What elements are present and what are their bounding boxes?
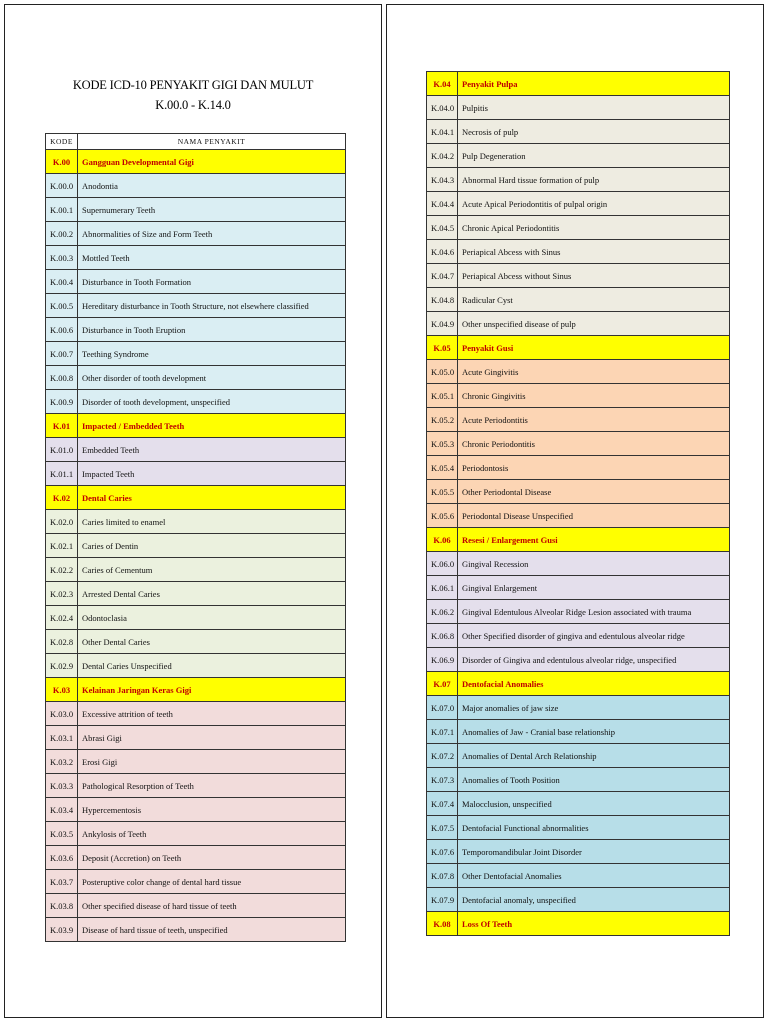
- disease-name-cell: Anodontia: [78, 174, 346, 198]
- disease-name-cell: Loss Of Teeth: [458, 912, 730, 936]
- table-body-right: [427, 72, 730, 936]
- icd-code-cell: K.02.1: [46, 534, 78, 558]
- icd-code-cell: K.06: [427, 528, 458, 552]
- table-row: [46, 222, 346, 246]
- table-row: [46, 438, 346, 462]
- icd-code-cell: K.00.4: [46, 270, 78, 294]
- table-row: [46, 246, 346, 270]
- table-row: [46, 174, 346, 198]
- icd-code-cell: K.04.6: [427, 240, 458, 264]
- icd-code-cell: K.07.0: [427, 696, 458, 720]
- icd-code-cell: K.02: [46, 486, 78, 510]
- disease-name-cell: Dental Caries: [78, 486, 346, 510]
- table-row: [427, 168, 730, 192]
- disease-name-cell: Acute Gingivitis: [458, 360, 730, 384]
- icd-code-cell: K.00.5: [46, 294, 78, 318]
- icd-code-cell: K.07.3: [427, 768, 458, 792]
- icd-code-cell: K.03.1: [46, 726, 78, 750]
- icd-code-cell: K.02.3: [46, 582, 78, 606]
- table-row: [46, 822, 346, 846]
- table-row: [427, 744, 730, 768]
- icd-code-cell: K.04.5: [427, 216, 458, 240]
- table-row: [46, 630, 346, 654]
- section-header-row: [427, 912, 730, 936]
- icd-code-cell: K.00.2: [46, 222, 78, 246]
- document-page-left: [4, 4, 382, 1018]
- disease-name-cell: Arrested Dental Caries: [78, 582, 346, 606]
- icd-code-cell: K.05.6: [427, 504, 458, 528]
- icd-code-cell: K.05.1: [427, 384, 458, 408]
- disease-name-cell: Posteruptive color change of dental hard tissue: [78, 870, 346, 894]
- table-row: [46, 846, 346, 870]
- table-row: [46, 894, 346, 918]
- title-line-2: K.00.0 - K.14.0: [155, 98, 231, 112]
- disease-name-cell: Periapical Abcess with Sinus: [458, 240, 730, 264]
- disease-name-cell: Gangguan Developmental Gigi: [78, 150, 346, 174]
- table-row: [427, 360, 730, 384]
- icd-code-cell: K.07.8: [427, 864, 458, 888]
- disease-name-cell: Chronic Periodontitis: [458, 432, 730, 456]
- icd-code-cell: K.00.3: [46, 246, 78, 270]
- disease-name-cell: Abnormalities of Size and Form Teeth: [78, 222, 346, 246]
- section-header-row: [427, 336, 730, 360]
- disease-name-cell: Other Dentofacial Anomalies: [458, 864, 730, 888]
- icd-code-cell: K.03.9: [46, 918, 78, 942]
- title-line-1: KODE ICD-10 PENYAKIT GIGI DAN MULUT: [72, 78, 314, 92]
- disease-name-cell: Gingival Edentulous Alveolar Ridge Lesion associated with trauma: [458, 600, 730, 624]
- table-row: [427, 768, 730, 792]
- disease-name-cell: Supernumerary Teeth: [78, 198, 346, 222]
- icd-code-cell: K.03.8: [46, 894, 78, 918]
- icd-code-cell: K.03.3: [46, 774, 78, 798]
- table-body-left: [46, 150, 346, 942]
- table-row: [46, 726, 346, 750]
- table-row: [427, 648, 730, 672]
- icd-code-cell: K.01: [46, 414, 78, 438]
- disease-name-cell: Ankylosis of Teeth: [78, 822, 346, 846]
- table-row: [427, 408, 730, 432]
- disease-name-cell: Kelainan Jaringan Keras Gigi: [78, 678, 346, 702]
- disease-name-cell: Acute Periodontitis: [458, 408, 730, 432]
- disease-name-cell: Pathological Resorption of Teeth: [78, 774, 346, 798]
- disease-name-cell: Other Periodontal Disease: [458, 480, 730, 504]
- icd-code-cell: K.07.6: [427, 840, 458, 864]
- section-header-row: [427, 672, 730, 696]
- table-row: [427, 240, 730, 264]
- table-row: [427, 96, 730, 120]
- table-row: [427, 312, 730, 336]
- table-row: [427, 720, 730, 744]
- section-header-row: [46, 486, 346, 510]
- icd-code-cell: K.04.4: [427, 192, 458, 216]
- icd-code-cell: K.05.3: [427, 432, 458, 456]
- disease-name-cell: Dentofacial Anomalies: [458, 672, 730, 696]
- document-title: [5, 75, 381, 115]
- section-header-row: [427, 72, 730, 96]
- table-row: [427, 120, 730, 144]
- icd-code-cell: K.07.2: [427, 744, 458, 768]
- icd-code-cell: K.06.0: [427, 552, 458, 576]
- disease-name-cell: Impacted Teeth: [78, 462, 346, 486]
- table-row: [46, 558, 346, 582]
- disease-name-cell: Acute Apical Periodontitis of pulpal origin: [458, 192, 730, 216]
- disease-name-cell: Abrasi Gigi: [78, 726, 346, 750]
- section-header-row: [427, 528, 730, 552]
- table-row: [427, 480, 730, 504]
- table-row: [427, 216, 730, 240]
- table-row: [427, 792, 730, 816]
- table-row: [46, 198, 346, 222]
- icd-code-cell: K.00.8: [46, 366, 78, 390]
- disease-name-cell: Gingival Recession: [458, 552, 730, 576]
- disease-name-cell: Abnormal Hard tissue formation of pulp: [458, 168, 730, 192]
- table-header-row: [46, 134, 346, 150]
- icd-code-cell: K.00.9: [46, 390, 78, 414]
- disease-name-cell: Dental Caries Unspecified: [78, 654, 346, 678]
- table-row: [46, 702, 346, 726]
- table-row: [427, 432, 730, 456]
- icd-code-cell: K.01.0: [46, 438, 78, 462]
- disease-name-cell: Anomalies of Tooth Position: [458, 768, 730, 792]
- table-row: [427, 816, 730, 840]
- icd-table-left: [45, 133, 346, 942]
- table-row: [46, 462, 346, 486]
- table-row: [427, 840, 730, 864]
- icd-code-cell: K.04: [427, 72, 458, 96]
- icd-code-cell: K.02.0: [46, 510, 78, 534]
- disease-name-cell: Anomalies of Dental Arch Relationship: [458, 744, 730, 768]
- table-row: [46, 270, 346, 294]
- table-row: [427, 864, 730, 888]
- icd-code-cell: K.06.2: [427, 600, 458, 624]
- disease-name-cell: Periodontal Disease Unspecified: [458, 504, 730, 528]
- icd-code-cell: K.04.9: [427, 312, 458, 336]
- icd-code-cell: K.04.2: [427, 144, 458, 168]
- icd-code-cell: K.05.2: [427, 408, 458, 432]
- disease-name-cell: Periapical Abcess without Sinus: [458, 264, 730, 288]
- table-row: [46, 582, 346, 606]
- disease-name-cell: Odontoclasia: [78, 606, 346, 630]
- disease-name-cell: Other disorder of tooth development: [78, 366, 346, 390]
- icd-code-cell: K.07.4: [427, 792, 458, 816]
- table-row: [427, 504, 730, 528]
- table-row: [46, 606, 346, 630]
- table-row: [427, 456, 730, 480]
- disease-name-cell: Mottled Teeth: [78, 246, 346, 270]
- table-row: [427, 576, 730, 600]
- table-row: [427, 696, 730, 720]
- section-header-row: [46, 150, 346, 174]
- table-row: [46, 918, 346, 942]
- icd-code-cell: K.07: [427, 672, 458, 696]
- icd-code-cell: K.03.6: [46, 846, 78, 870]
- icd-code-cell: K.03.4: [46, 798, 78, 822]
- disease-name-cell: Chronic Gingivitis: [458, 384, 730, 408]
- icd-code-cell: K.04.0: [427, 96, 458, 120]
- table-row: [46, 366, 346, 390]
- table-row: [46, 654, 346, 678]
- icd-code-cell: K.06.8: [427, 624, 458, 648]
- icd-code-cell: K.06.1: [427, 576, 458, 600]
- table-row: [46, 870, 346, 894]
- icd-table-right: [426, 71, 730, 936]
- disease-name-cell: Hypercementosis: [78, 798, 346, 822]
- table-row: [46, 534, 346, 558]
- disease-name-cell: Disorder of Gingiva and edentulous alveolar ridge, unspecified: [458, 648, 730, 672]
- table-row: [427, 384, 730, 408]
- disease-name-cell: Major anomalies of jaw size: [458, 696, 730, 720]
- disease-name-cell: Dentofacial anomaly, unspecified: [458, 888, 730, 912]
- table-row: [46, 294, 346, 318]
- disease-name-cell: Malocclusion, unspecified: [458, 792, 730, 816]
- disease-name-cell: Impacted / Embedded Teeth: [78, 414, 346, 438]
- disease-name-cell: Other specified disease of hard tissue of teeth: [78, 894, 346, 918]
- icd-code-cell: K.04.8: [427, 288, 458, 312]
- table-row: [427, 288, 730, 312]
- icd-code-cell: K.03.0: [46, 702, 78, 726]
- icd-code-cell: K.03.5: [46, 822, 78, 846]
- table-row: [427, 144, 730, 168]
- disease-name-cell: Pulpitis: [458, 96, 730, 120]
- icd-code-cell: K.06.9: [427, 648, 458, 672]
- icd-code-cell: K.03.7: [46, 870, 78, 894]
- disease-name-cell: Penyakit Gusi: [458, 336, 730, 360]
- disease-name-cell: Periodontosis: [458, 456, 730, 480]
- icd-code-cell: K.05: [427, 336, 458, 360]
- icd-code-cell: K.05.4: [427, 456, 458, 480]
- icd-code-cell: K.05.0: [427, 360, 458, 384]
- disease-name-cell: Temporomandibular Joint Disorder: [458, 840, 730, 864]
- document-page-right: [386, 4, 764, 1018]
- icd-code-cell: K.03.2: [46, 750, 78, 774]
- table-row: [46, 774, 346, 798]
- disease-name-cell: Erosi Gigi: [78, 750, 346, 774]
- icd-code-cell: K.02.4: [46, 606, 78, 630]
- disease-name-cell: Necrosis of pulp: [458, 120, 730, 144]
- icd-code-cell: K.00: [46, 150, 78, 174]
- table-row: [427, 264, 730, 288]
- disease-name-cell: Excessive attrition of teeth: [78, 702, 346, 726]
- section-header-row: [46, 414, 346, 438]
- column-header-name: NAMA PENYAKIT: [78, 134, 346, 150]
- section-header-row: [46, 678, 346, 702]
- icd-code-cell: K.02.2: [46, 558, 78, 582]
- disease-name-cell: Resesi / Enlargement Gusi: [458, 528, 730, 552]
- disease-name-cell: Anomalies of Jaw - Cranial base relationship: [458, 720, 730, 744]
- table-row: [46, 318, 346, 342]
- icd-code-cell: K.07.5: [427, 816, 458, 840]
- disease-name-cell: Disturbance in Tooth Eruption: [78, 318, 346, 342]
- disease-name-cell: Caries of Cementum: [78, 558, 346, 582]
- icd-code-cell: K.07.9: [427, 888, 458, 912]
- icd-code-cell: K.08: [427, 912, 458, 936]
- disease-name-cell: Deposit (Accretion) on Teeth: [78, 846, 346, 870]
- table-row: [427, 552, 730, 576]
- icd-code-cell: K.04.7: [427, 264, 458, 288]
- icd-code-cell: K.00.6: [46, 318, 78, 342]
- disease-name-cell: Pulp Degeneration: [458, 144, 730, 168]
- icd-code-cell: K.07.1: [427, 720, 458, 744]
- icd-code-cell: K.02.9: [46, 654, 78, 678]
- icd-code-cell: K.05.5: [427, 480, 458, 504]
- disease-name-cell: Caries limited to enamel: [78, 510, 346, 534]
- icd-code-cell: K.02.8: [46, 630, 78, 654]
- disease-name-cell: Penyakit Pulpa: [458, 72, 730, 96]
- disease-name-cell: Teething Syndrome: [78, 342, 346, 366]
- icd-code-cell: K.01.1: [46, 462, 78, 486]
- icd-code-cell: K.04.1: [427, 120, 458, 144]
- icd-code-cell: K.00.1: [46, 198, 78, 222]
- disease-name-cell: Chronic Apical Periodontitis: [458, 216, 730, 240]
- table-row: [427, 624, 730, 648]
- disease-name-cell: Embedded Teeth: [78, 438, 346, 462]
- disease-name-cell: Other Specified disorder of gingiva and edentulous alveolar ridge: [458, 624, 730, 648]
- disease-name-cell: Other Dental Caries: [78, 630, 346, 654]
- table-row: [427, 600, 730, 624]
- disease-name-cell: Gingival Enlargement: [458, 576, 730, 600]
- icd-code-cell: K.00.7: [46, 342, 78, 366]
- table-row: [46, 750, 346, 774]
- column-header-code: KODE: [46, 134, 78, 150]
- table-row: [46, 510, 346, 534]
- disease-name-cell: Hereditary disturbance in Tooth Structure, not elsewhere classified: [78, 294, 346, 318]
- table-row: [427, 888, 730, 912]
- table-row: [46, 342, 346, 366]
- disease-name-cell: Caries of Dentin: [78, 534, 346, 558]
- disease-name-cell: Radicular Cyst: [458, 288, 730, 312]
- disease-name-cell: Disease of hard tissue of teeth, unspecified: [78, 918, 346, 942]
- icd-code-cell: K.04.3: [427, 168, 458, 192]
- disease-name-cell: Disorder of tooth development, unspecified: [78, 390, 346, 414]
- disease-name-cell: Disturbance in Tooth Formation: [78, 270, 346, 294]
- table-row: [427, 192, 730, 216]
- icd-code-cell: K.03: [46, 678, 78, 702]
- disease-name-cell: Other unspecified disease of pulp: [458, 312, 730, 336]
- table-row: [46, 390, 346, 414]
- disease-name-cell: Dentofacial Functional abnormalities: [458, 816, 730, 840]
- icd-code-cell: K.00.0: [46, 174, 78, 198]
- table-row: [46, 798, 346, 822]
